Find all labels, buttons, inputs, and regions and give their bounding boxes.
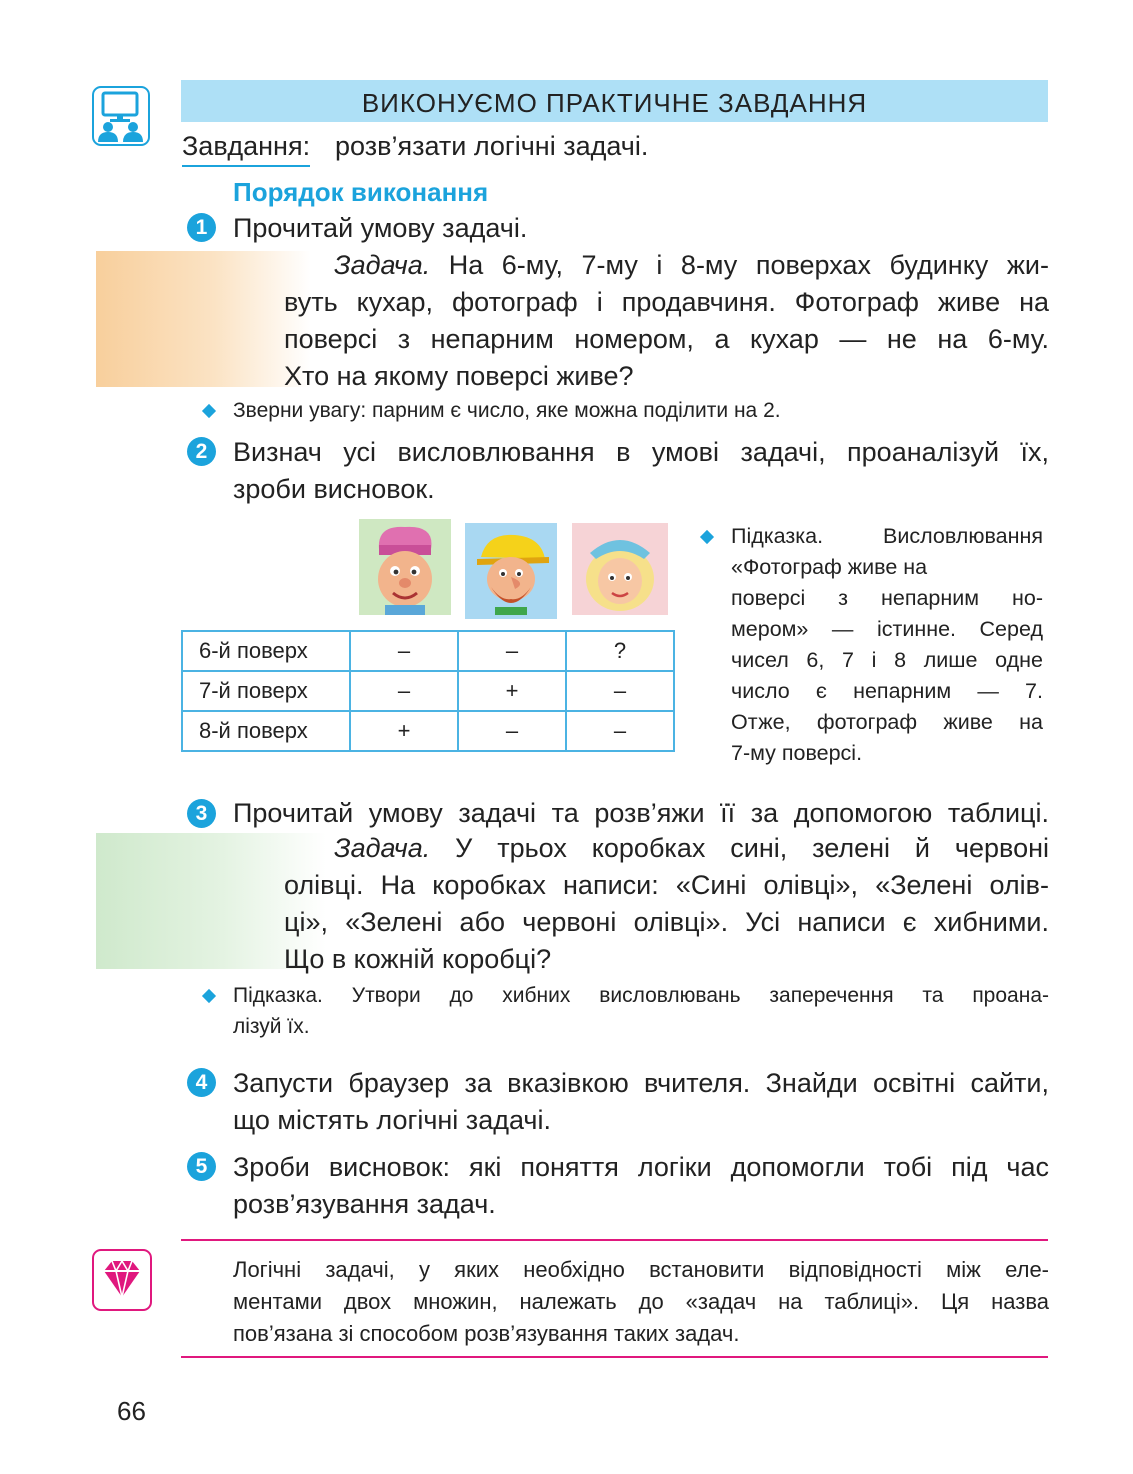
step-1-text: Прочитай умову задачі. (233, 213, 528, 243)
step-3-hint-line-2: лізуй їх. (233, 1015, 310, 1038)
problem-2-line-4: Що в кожній коробці? (284, 944, 552, 974)
problem-2-line-2: олівці. На коробках написи: «Сині олівці», «Зелені олів- (284, 870, 1049, 900)
step-number-1: 1 (187, 213, 216, 242)
table-cell: + (350, 711, 458, 751)
saleswoman-character-image (572, 523, 668, 615)
summary-line-1: Логічні задачі, у яких необхідно встановити відповідності між еле- (233, 1257, 1049, 1282)
step-3-text: Прочитай умову задачі та розв’яжи її за допомогою таблиці. (233, 798, 1049, 828)
step-5-line-2: розв’язування задач. (233, 1189, 496, 1219)
problem-1-line-4: Хто на якому поверсі живе? (284, 361, 634, 391)
step-4-line-1: Запусти браузер за вказівкою вчителя. Знайди освітні сайти, (233, 1068, 1049, 1098)
table-cell: – (566, 711, 674, 751)
table-row-label: 8-й поверх (182, 711, 350, 751)
summary-text (233, 1254, 1049, 1350)
side-hint-line: чисел 6, 7 і 8 лише одне (731, 648, 1043, 672)
step-number-3: 3 (187, 799, 216, 828)
side-hint-line: число є непарним — 7. (731, 679, 1043, 703)
bullet-diamond-icon (202, 404, 216, 418)
page-number: 66 (117, 1396, 146, 1426)
table-row (182, 671, 674, 711)
table-cell: – (458, 631, 566, 671)
step-2 (233, 434, 1049, 508)
problem-1-label: Задача. (334, 250, 431, 280)
side-hint-line: 7-му поверсі. (731, 741, 863, 765)
side-hint-line: Отже, фотограф живе на (731, 710, 1043, 734)
table-row (182, 711, 674, 751)
step-3-hint (233, 980, 1049, 1042)
procedure-title: Порядок виконання (233, 177, 489, 207)
problem-1-line-1 (284, 247, 1049, 284)
table-cell: + (458, 671, 566, 711)
photographer-character-image (465, 523, 557, 619)
table-cell: – (566, 671, 674, 711)
step-5-line-1: Зроби висновок: які поняття логіки допомогли тобі під час (233, 1152, 1049, 1182)
step-1-note: Зверни увагу: парним є число, яке можна поділити на 2. (233, 399, 781, 422)
table-cell: – (458, 711, 566, 751)
summary-top-rule (181, 1239, 1048, 1241)
problem-2-line-1 (284, 830, 1049, 867)
section-header-bar: ВИКОНУЄМО ПРАКТИЧНЕ ЗАВДАННЯ (181, 80, 1048, 122)
side-hint-line: Підказка. Висловлювання (731, 524, 1043, 548)
task-text: розв’язати логічні задачі. (335, 131, 649, 161)
table-row (182, 631, 674, 671)
problem-2-label: Задача. (334, 833, 431, 863)
table-row-label: 6-й поверх (182, 631, 350, 671)
cook-character-image (359, 519, 451, 615)
step-4 (233, 1065, 1049, 1139)
problem-2 (284, 830, 1049, 978)
step-2-line-1: Визнач усі висловлювання в умові задачі, проаналізуй їх, (233, 437, 1049, 467)
summary-line-2: ментами двох множин, належать до «задач на таблиці». Ця назва (233, 1289, 1049, 1314)
computer-users-icon (92, 86, 150, 146)
table-row-label: 7-й поверх (182, 671, 350, 711)
problem-1-line-3: поверсі з непарним номером, а кухар — не на 6-му. (284, 324, 1049, 354)
bullet-diamond-icon (202, 989, 216, 1003)
summary-line-3: пов’язана зі способом розв’язування таких задач. (233, 1321, 740, 1346)
step-number-2: 2 (187, 437, 216, 466)
bullet-diamond-icon (700, 530, 714, 544)
diamond-gem-icon (92, 1249, 152, 1311)
table-cell: ? (566, 631, 674, 671)
side-hint (731, 521, 1043, 769)
problem-2-line-3: ці», «Зелені або червоні олівці». Усі написи є хибними. (284, 907, 1049, 937)
problem-1-line-2: вуть кухар, фотограф і продавчиня. Фотограф живе на (284, 287, 1049, 317)
problem-2-line-1-text: У трьох коробках сині, зелені й червоні (455, 833, 1049, 863)
step-4-line-2: що містять логічні задачі. (233, 1105, 551, 1135)
step-2-line-2: зроби висновок. (233, 474, 435, 504)
summary-bottom-rule (181, 1356, 1048, 1358)
step-number-5: 5 (187, 1152, 216, 1181)
side-hint-line: мером» — істинне. Серед (731, 617, 1043, 641)
problem-1-line-1-text: На 6-му, 7-му і 8-му поверхах будинку жи- (448, 250, 1049, 280)
task-label: Завдання: (182, 128, 310, 167)
table-cell: – (350, 631, 458, 671)
side-hint-line: поверсі з непарним но- (731, 586, 1043, 610)
step-5 (233, 1149, 1049, 1223)
floors-table (181, 630, 675, 752)
step-number-4: 4 (187, 1068, 216, 1097)
side-hint-line: «Фотограф живе на (731, 555, 928, 579)
step-3-hint-line-1: Підказка. Утвори до хибних висловлювань заперечення та проана- (233, 984, 1049, 1007)
table-cell: – (350, 671, 458, 711)
problem-1-highlight-band (96, 251, 311, 387)
problem-1 (284, 247, 1049, 395)
